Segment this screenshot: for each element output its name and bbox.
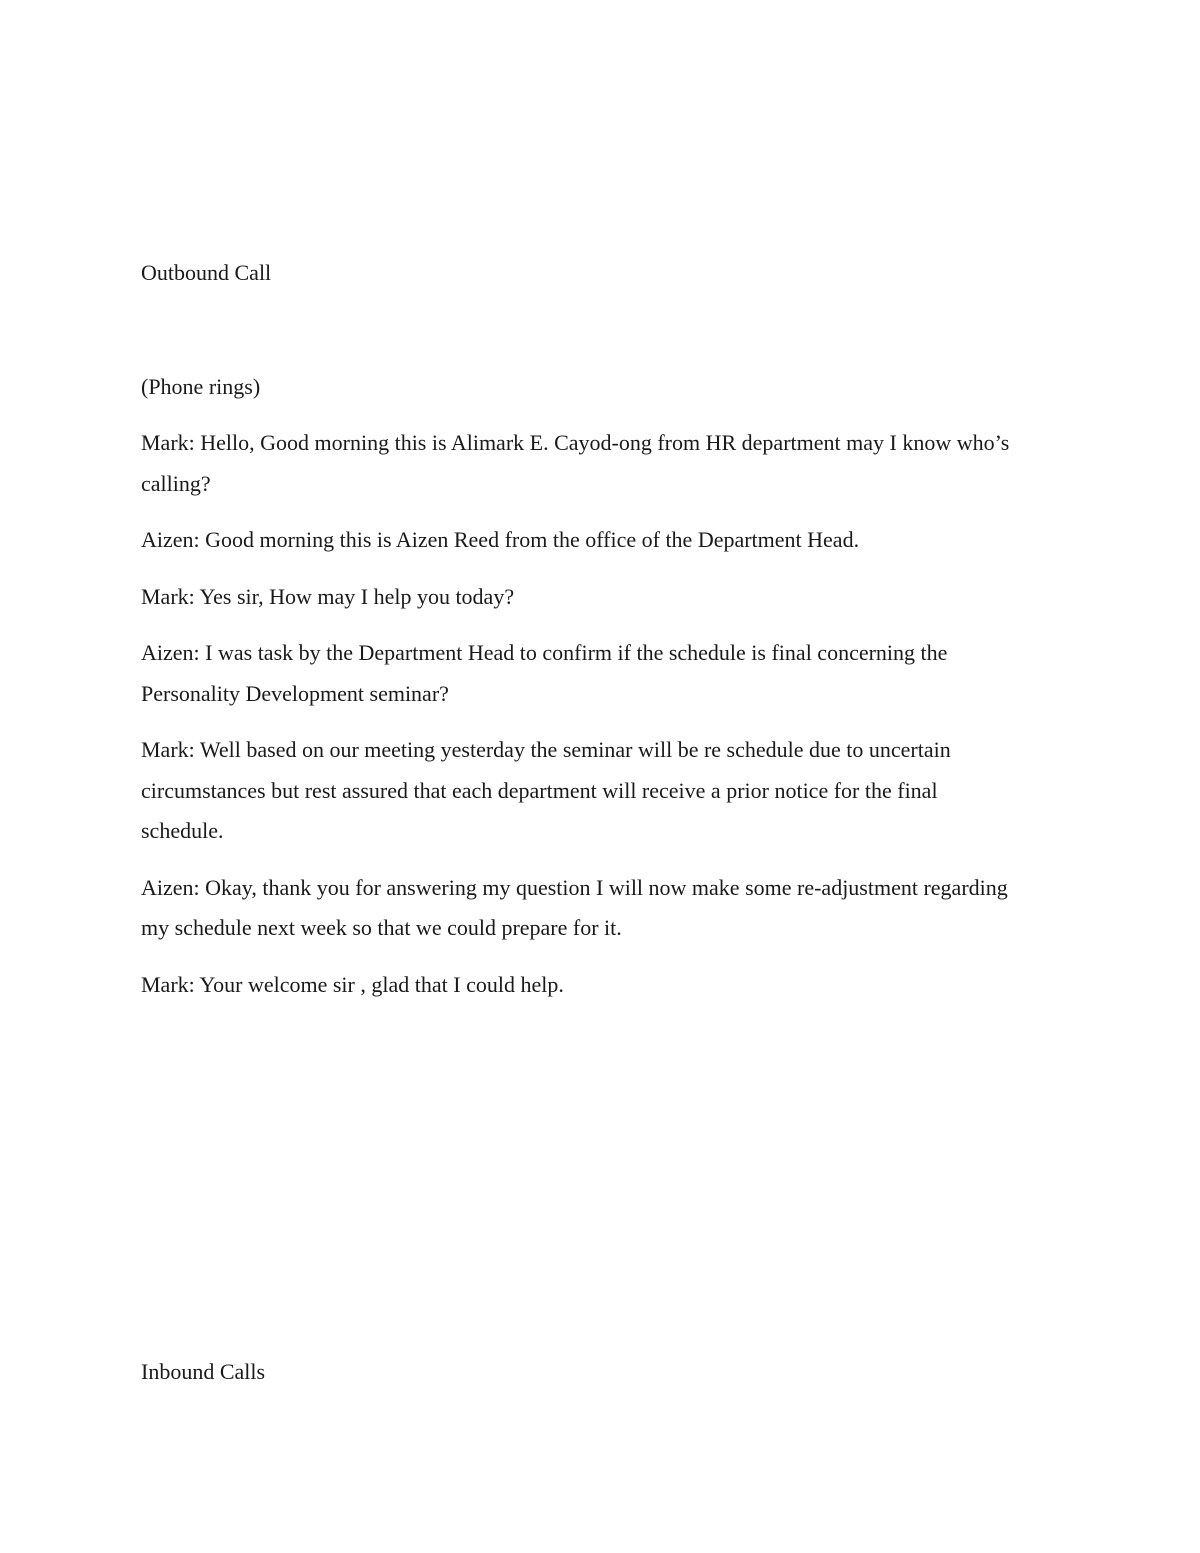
- spacer: [141, 294, 1021, 367]
- dialogue-line: [141, 868, 1021, 949]
- dialogue-line: [141, 730, 1021, 852]
- dialogue-line: [141, 633, 1021, 714]
- inbound-calls-heading: Inbound Calls: [141, 1359, 266, 1384]
- dialogue-text: Okay, thank you for answering my question I will now make some re-adjustment regarding my schedule next week so that we could prepare for it.: [141, 874, 1008, 940]
- speaker-name: Aizen:: [141, 874, 200, 900]
- speaker-name: Mark:: [141, 430, 195, 455]
- stage-direction: (Phone rings): [141, 373, 261, 399]
- dialogue-line: [141, 520, 1021, 561]
- dialogue-text: Yes sir, How may I help you today?: [199, 583, 515, 609]
- speaker-name: Mark:: [141, 971, 195, 997]
- speaker-name: Mark:: [141, 737, 195, 762]
- speaker-name: Aizen:: [141, 640, 200, 665]
- dialogue-line: [141, 423, 1021, 504]
- dialogue-text: Hello, Good morning this is Alimark E. Cayod-ong from HR department may I know who’s calling?: [141, 430, 1010, 496]
- dialogue-text: I was task by the Department Head to confirm if the schedule is final concerning the Personality Development seminar?: [141, 640, 948, 706]
- document-body: [141, 253, 1021, 1021]
- speaker-name: Aizen:: [141, 527, 200, 552]
- dialogue-text: Well based on our meeting yesterday the seminar will be re schedule due to uncertain circumstances but rest assured that each department will receive a prior notice for the final schedule.: [141, 737, 951, 843]
- dialogue-line: [141, 577, 1021, 618]
- dialogue-text: Good morning this is Aizen Reed from the office of the Department Head.: [205, 527, 860, 552]
- outbound-call-heading: Outbound Call: [141, 260, 272, 285]
- dialogue-text: Your welcome sir , glad that I could help.: [199, 971, 564, 997]
- dialogue-line: [141, 965, 1021, 1006]
- speaker-name: Mark:: [141, 583, 195, 609]
